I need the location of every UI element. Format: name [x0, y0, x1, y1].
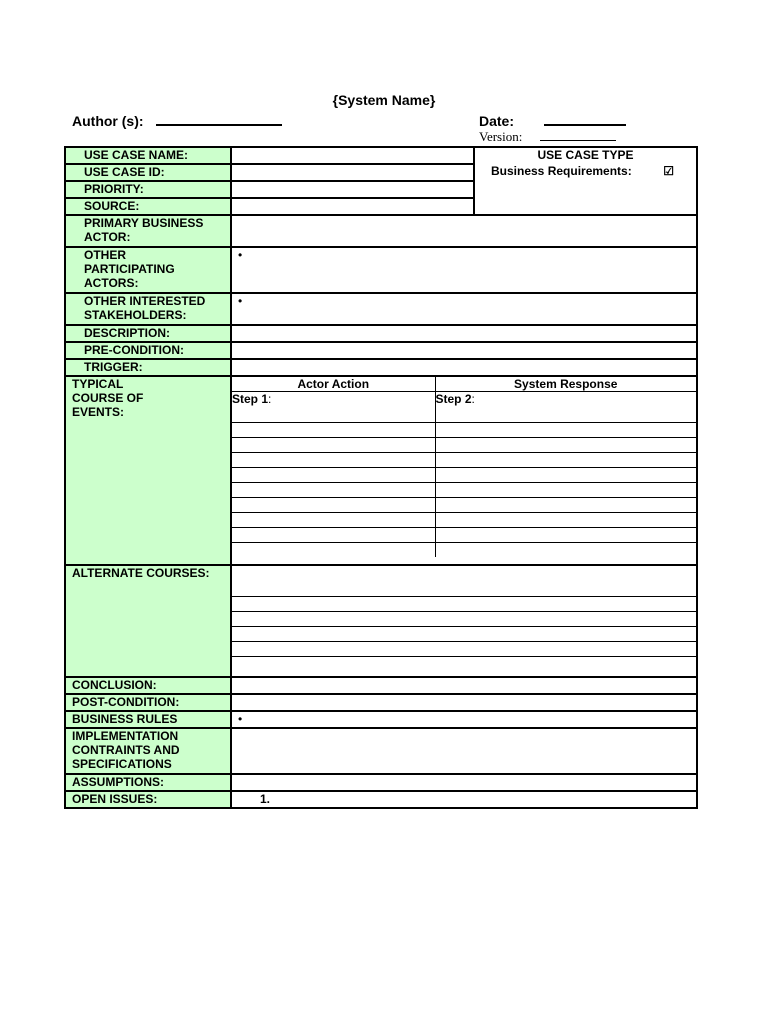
assumptions-value[interactable] [231, 774, 697, 791]
actor-action-row[interactable] [232, 498, 435, 513]
actor-action-row[interactable] [232, 528, 435, 543]
system-response-row[interactable] [435, 528, 696, 543]
bullet-icon: • [238, 712, 243, 726]
step-1-colon: : [268, 392, 272, 406]
system-response-header: System Response [435, 377, 696, 392]
actor-action-row[interactable] [232, 513, 435, 528]
step-2-colon: : [471, 392, 475, 406]
system-response-row[interactable] [435, 543, 696, 558]
postcondition-value[interactable] [231, 694, 697, 711]
implementation-label: IMPLEMENTATION CONTRAINTS AND SPECIFICATIONS [65, 728, 231, 774]
open-issue-number: 1. [260, 792, 271, 806]
assumptions-label: ASSUMPTIONS: [65, 774, 231, 791]
source-value[interactable] [231, 198, 474, 215]
business-rules-label: BUSINESS RULES [65, 711, 231, 728]
priority-label: PRIORITY: [65, 181, 231, 198]
precondition-label: PRE-CONDITION: [65, 342, 231, 359]
system-response-row[interactable] [435, 498, 696, 513]
stakeholders-value[interactable] [231, 293, 697, 325]
bullet-icon: • [238, 248, 243, 262]
alternate-course-row[interactable] [232, 642, 696, 657]
bullet-icon: • [238, 294, 243, 308]
system-response-row[interactable] [435, 483, 696, 498]
alternate-courses-label: ALTERNATE COURSES: [65, 565, 231, 677]
business-rules-value[interactable] [231, 711, 697, 728]
primary-actor-label: PRIMARY BUSINESS ACTOR: [65, 215, 231, 247]
use-case-id-value[interactable] [231, 164, 474, 181]
checkbox-checked-icon[interactable]: ☑ [663, 164, 674, 178]
open-issues-label: OPEN ISSUES: [65, 791, 231, 808]
use-case-id-label: USE CASE ID: [65, 164, 231, 181]
system-name-title: {System Name} [332, 92, 436, 108]
priority-value[interactable] [231, 181, 474, 198]
trigger-label: TRIGGER: [65, 359, 231, 376]
trigger-value[interactable] [231, 359, 697, 376]
actor-action-row[interactable] [232, 438, 435, 453]
precondition-value[interactable] [231, 342, 697, 359]
use-case-name-value[interactable] [231, 147, 474, 164]
author-field [72, 111, 282, 129]
conclusion-label: CONCLUSION: [65, 677, 231, 694]
author-label: Author (s): [72, 113, 144, 129]
alternate-course-row[interactable] [232, 566, 696, 597]
actor-action-header: Actor Action [232, 377, 435, 392]
use-case-table [64, 146, 698, 809]
system-response-row[interactable] [435, 468, 696, 483]
step-2-cell[interactable] [435, 392, 696, 423]
system-response-row[interactable] [435, 513, 696, 528]
use-case-name-label: USE CASE NAME: [65, 147, 231, 164]
typical-course-label: TYPICAL COURSE OF EVENTS: [65, 376, 231, 565]
step-1-cell[interactable] [232, 392, 435, 423]
alternate-course-row[interactable] [232, 657, 696, 672]
system-response-row[interactable] [435, 453, 696, 468]
business-requirements-label: Business Requirements: [491, 164, 632, 178]
date-label: Date: [479, 113, 515, 129]
primary-actor-value[interactable] [231, 215, 697, 247]
version-blank-line[interactable] [540, 129, 616, 141]
actor-action-row[interactable] [232, 423, 435, 438]
actor-action-row[interactable] [232, 453, 435, 468]
use-case-type-box [474, 147, 697, 215]
description-value[interactable] [231, 325, 697, 342]
use-case-type-heading: USE CASE TYPE [537, 148, 634, 162]
date-blank-line[interactable] [544, 111, 626, 126]
date-field [479, 111, 626, 129]
step-2-label: Step 2 [435, 392, 472, 406]
version-field [479, 129, 616, 145]
postcondition-label: POST-CONDITION: [65, 694, 231, 711]
actor-action-row[interactable] [232, 468, 435, 483]
stakeholders-label: OTHER INTERESTED STAKEHOLDERS: [65, 293, 231, 325]
step-1-label: Step 1 [232, 392, 269, 406]
alternate-course-row[interactable] [232, 612, 696, 627]
implementation-value[interactable] [231, 728, 697, 774]
open-issues-value[interactable] [231, 791, 697, 808]
other-actors-label: OTHER PARTICIPATING ACTORS: [65, 247, 231, 293]
typical-course-grid [231, 376, 697, 565]
system-response-row[interactable] [435, 423, 696, 438]
system-response-row[interactable] [435, 438, 696, 453]
source-label: SOURCE: [65, 198, 231, 215]
alternate-course-row[interactable] [232, 597, 696, 612]
description-label: DESCRIPTION: [65, 325, 231, 342]
other-actors-value[interactable] [231, 247, 697, 293]
alternate-courses-grid [231, 565, 697, 677]
version-label: Version: [479, 129, 523, 144]
author-blank-line[interactable] [156, 111, 282, 126]
conclusion-value[interactable] [231, 677, 697, 694]
actor-action-row[interactable] [232, 543, 435, 558]
actor-action-row[interactable] [232, 483, 435, 498]
alternate-course-row[interactable] [232, 627, 696, 642]
